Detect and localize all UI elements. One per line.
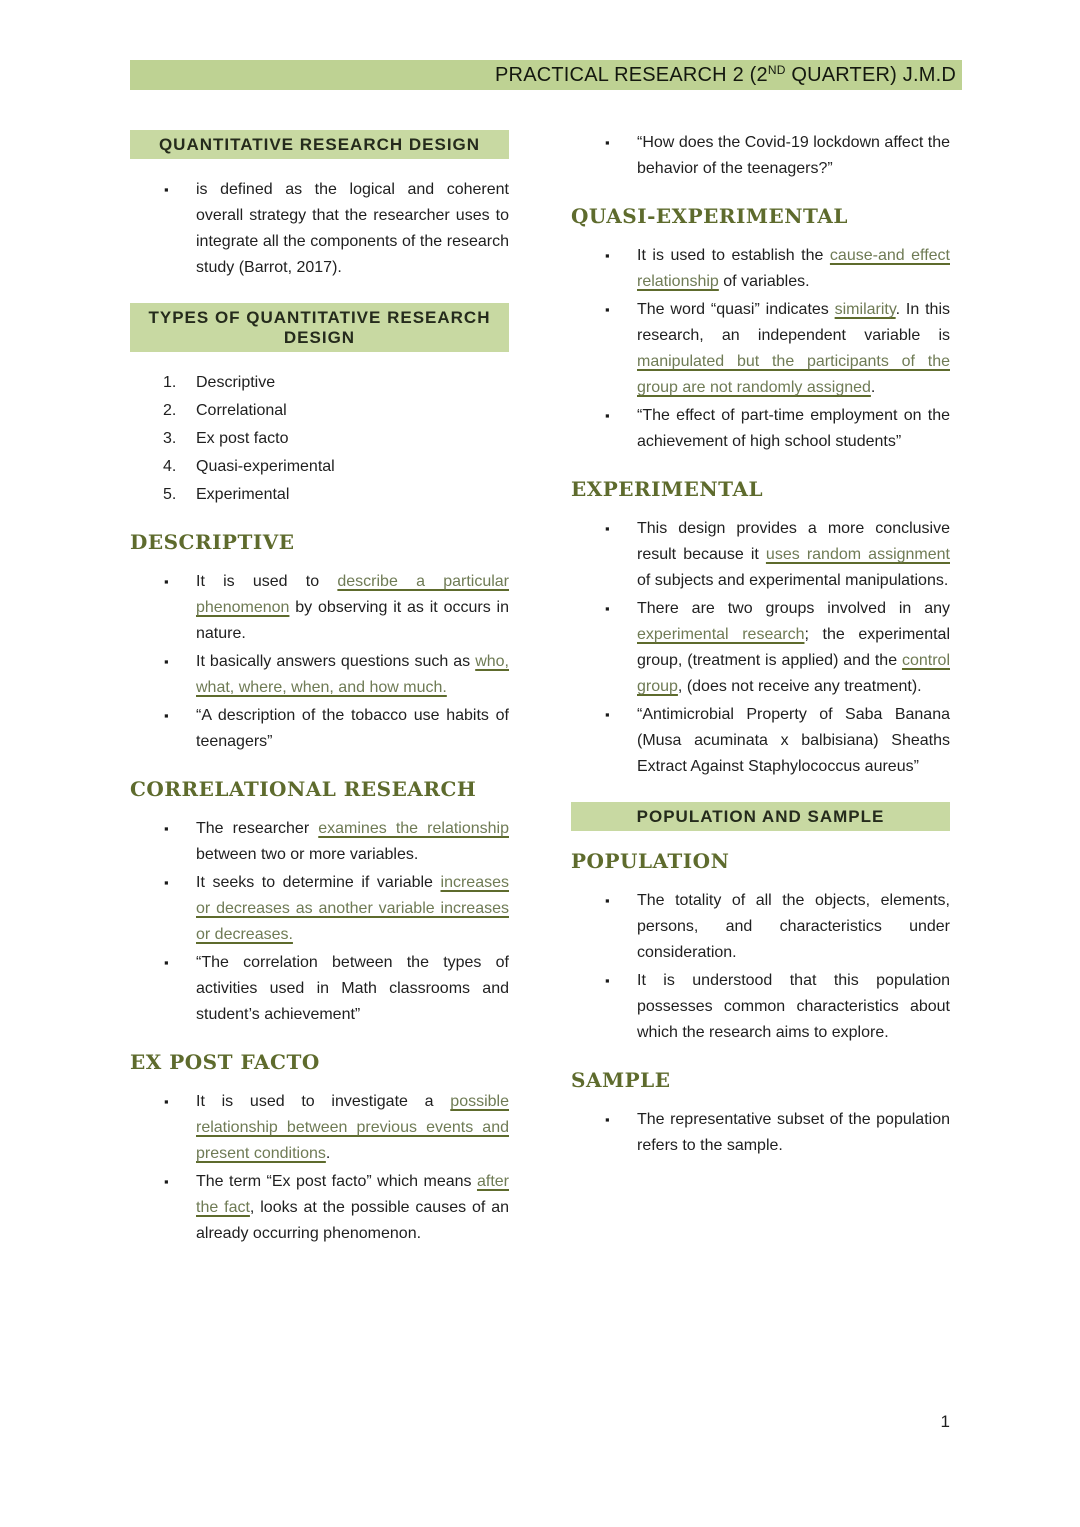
bullet-item xyxy=(130,703,509,755)
bullet-item xyxy=(571,516,950,594)
page-number: 1 xyxy=(940,1412,950,1431)
underlined-text: who, what, where, when, and how much. xyxy=(196,653,509,696)
underlined-text: control group xyxy=(637,652,950,695)
bullet-item xyxy=(571,968,950,1046)
underlined-text: increases or decreases as another variable increases or decreases. xyxy=(196,874,509,943)
text-segment: of variables. xyxy=(718,273,810,290)
underlined-text: similarity xyxy=(834,301,896,318)
content-columns xyxy=(130,130,950,1269)
banner-types-of-quantitative-research-design: TYPES OF QUANTITATIVE RESEARCH DESIGN xyxy=(130,303,509,352)
quasi-experimental-bullet-list xyxy=(571,243,950,455)
section-heading-correlational: CORRELATIONAL RESEARCH xyxy=(130,777,477,801)
underlined-text: possible relationship between previous events and present conditions xyxy=(196,1093,509,1162)
bullet-item xyxy=(130,870,509,948)
section-heading-ex-post-facto: EX POST FACTO xyxy=(130,1050,320,1074)
bullet-item xyxy=(571,297,950,401)
bullet-item xyxy=(571,702,950,780)
bullet-item xyxy=(130,649,509,701)
section-heading-population: POPULATION xyxy=(571,849,730,873)
text-segment: It basically answers questions such as xyxy=(196,653,476,670)
ex-post-facto-bullet-list xyxy=(130,1089,509,1247)
descriptive-bullet-list xyxy=(130,569,509,755)
text-segment: . In this research, an independent variable is xyxy=(637,301,950,344)
banner-population-and-sample: POPULATION AND SAMPLE xyxy=(571,802,950,831)
bullet-item xyxy=(130,569,509,647)
experimental-bullet-list xyxy=(571,516,950,780)
text-segment: , looks at the possible causes of an already occurring phenomenon. xyxy=(196,1199,509,1242)
text-segment: . xyxy=(870,379,876,396)
text-segment: It seeks to determine if variable xyxy=(196,874,441,891)
text-segment: “The effect of part-time employment on the achievement of high school students” xyxy=(637,407,950,450)
underlined-text: cause-and effect relationship xyxy=(637,247,950,290)
section-quasi-experimental xyxy=(571,204,950,455)
section-descriptive xyxy=(130,530,509,755)
bullet-item xyxy=(571,1107,950,1159)
bullet-item xyxy=(130,177,509,281)
right-column xyxy=(571,130,950,1269)
numbered-list-item: Correlational xyxy=(196,402,287,419)
text-segment: The word “quasi” indicates xyxy=(637,301,835,318)
bullet-item xyxy=(571,596,950,700)
left-column xyxy=(130,130,509,1269)
underlined-text: manipulated but the participants of the group are not randomly assigned xyxy=(637,353,950,396)
underlined-text: uses random assignment xyxy=(765,546,950,563)
text-segment: The term “Ex post facto” which means xyxy=(196,1173,477,1190)
text-segment: It is used to investigate a xyxy=(196,1093,451,1110)
numbered-list-item: Quasi-experimental xyxy=(196,458,335,475)
bullet-item xyxy=(571,888,950,966)
underlined-text: describe a particular phenomenon xyxy=(196,573,509,616)
bullet-item xyxy=(130,816,509,868)
text-segment: The representative subset of the population refers to the sample. xyxy=(637,1111,950,1154)
banner-quantitative-research-design: QUANTITATIVE RESEARCH DESIGN xyxy=(130,130,509,159)
numbered-list-item: Experimental xyxy=(196,486,290,503)
text-segment: , (does not receive any treatment). xyxy=(677,678,922,695)
text-segment: “The correlation between the types of activities used in Math classrooms and student’s achievement” xyxy=(196,954,509,1023)
numbered-list-item: Descriptive xyxy=(196,374,276,391)
section-population xyxy=(571,849,950,1046)
bullet-item xyxy=(130,1089,509,1167)
header-title-superscript: ND xyxy=(767,63,786,77)
text-segment: . xyxy=(325,1145,331,1162)
text-segment: “How does the Covid-19 lockdown affect the behavior of the teenagers?” xyxy=(637,134,950,177)
underlined-text: experimental research xyxy=(637,626,805,643)
text-segment: by observing it as it occurs in nature. xyxy=(196,599,509,642)
population-bullet-list xyxy=(571,888,950,1046)
section-sample xyxy=(571,1068,950,1159)
page-header-bar xyxy=(130,60,962,90)
text-segment: is defined as the logical and coherent overall strategy that the researcher uses to integrate all the components of the research study (Barrot, 2017). xyxy=(196,181,509,276)
bullet-item xyxy=(571,243,950,295)
types-numbered-list xyxy=(130,370,509,508)
page-header-title xyxy=(495,63,956,87)
intro-bullet-list xyxy=(130,177,509,281)
text-segment: This design provides a more conclusive result because it xyxy=(637,520,950,563)
bullet-item xyxy=(571,403,950,455)
header-title-prefix: PRACTICAL RESEARCH 2 (2 xyxy=(495,64,768,86)
bullet-item xyxy=(130,1169,509,1247)
section-heading-experimental: EXPERIMENTAL xyxy=(571,477,764,501)
section-experimental xyxy=(571,477,950,780)
lead-bullet-list xyxy=(571,130,950,182)
section-heading-quasi-experimental: QUASI-EXPERIMENTAL xyxy=(571,204,848,228)
text-segment: ; the experimental group, (treatment is applied) and the xyxy=(637,626,950,669)
underlined-text: examines the relationship xyxy=(318,820,509,837)
numbered-list-item: Ex post facto xyxy=(196,430,289,447)
underlined-text: after the fact xyxy=(196,1173,509,1216)
text-segment: of subjects and experimental manipulations. xyxy=(637,572,949,589)
bullet-item xyxy=(571,130,950,182)
text-segment: It is used to establish the xyxy=(637,247,830,264)
section-heading-descriptive: DESCRIPTIVE xyxy=(130,530,295,554)
header-title-suffix: QUARTER) J.M.D xyxy=(785,64,956,86)
text-segment: There are two groups involved in any xyxy=(637,600,950,617)
correlational-bullet-list xyxy=(130,816,509,1028)
text-segment: “A description of the tobacco use habits of teenagers” xyxy=(196,707,509,750)
section-correlational-research xyxy=(130,777,509,1028)
section-heading-sample: SAMPLE xyxy=(571,1068,671,1092)
sample-bullet-list xyxy=(571,1107,950,1159)
text-segment: “Antimicrobial Property of Saba Banana (Musa acuminata x balbisiana) Sheaths Extract Against Staphylococcus aureus” xyxy=(637,706,950,775)
section-ex-post-facto xyxy=(130,1050,509,1247)
text-segment: The researcher xyxy=(196,820,319,837)
text-segment: between two or more variables. xyxy=(196,846,419,863)
text-segment: It is used to xyxy=(196,573,338,590)
bullet-item xyxy=(130,950,509,1028)
text-segment: It is understood that this population possesses common characteristics about which the research aims to explore. xyxy=(637,972,950,1041)
text-segment: The totality of all the objects, elements, persons, and characteristics under consideration. xyxy=(637,892,950,961)
